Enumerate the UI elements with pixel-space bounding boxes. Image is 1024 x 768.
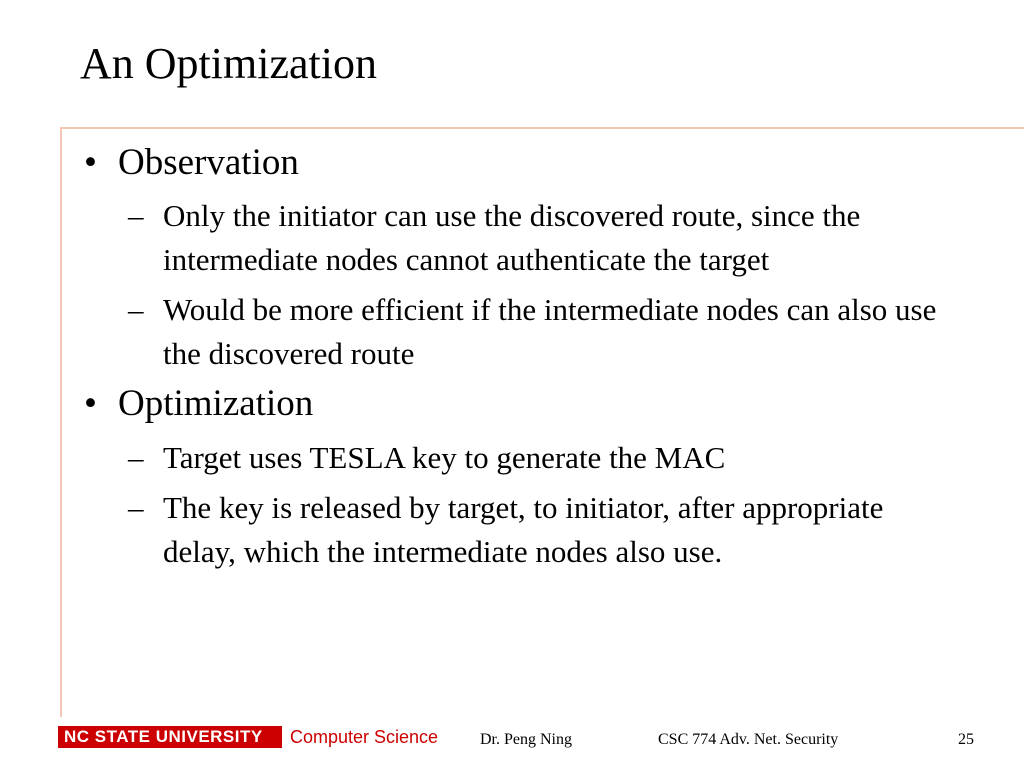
bullet-marker: •: [84, 142, 97, 183]
dash-marker: –: [128, 198, 144, 234]
sub-item-text: Target uses TESLA key to generate the MAC: [163, 439, 726, 475]
page-number: 25: [958, 731, 974, 748]
university-logo: NC STATE UNIVERSITY: [58, 726, 282, 748]
bullet-item: [84, 382, 984, 426]
slide-title: An Optimization: [80, 39, 377, 88]
sub-item-text: The key is released by target, to initiator, after appropriate delay, which the intermediate nodes also use.: [163, 489, 884, 569]
bullet-text: Observation: [118, 142, 299, 183]
content-left-border-line: [60, 127, 62, 717]
course-name: CSC 774 Adv. Net. Security: [658, 731, 839, 748]
sub-item-text: Would be more efficient if the intermediate nodes can also use the discovered route: [163, 292, 937, 372]
sub-item: [128, 486, 984, 574]
slide-footer: [0, 722, 1024, 756]
bullet-group-optimization: [84, 382, 984, 573]
dash-marker: –: [128, 292, 144, 328]
sub-item: [128, 436, 984, 480]
slide-body: [84, 141, 984, 580]
department-name: Computer Science: [290, 727, 439, 747]
dash-marker: –: [128, 439, 144, 475]
bullet-item: [84, 141, 984, 185]
sub-list: [84, 194, 984, 376]
presenter-name: Dr. Peng Ning: [480, 731, 572, 748]
sub-item: [128, 288, 984, 376]
bullet-group-observation: [84, 141, 984, 376]
sub-item-text: Only the initiator can use the discovered route, since the intermediate nodes cannot authenticate the target: [163, 198, 861, 278]
sub-item: [128, 194, 984, 282]
sub-list: [84, 436, 984, 574]
title-divider-line: [60, 127, 1024, 129]
dash-marker: –: [128, 489, 144, 525]
bullet-marker: •: [84, 383, 97, 425]
bullet-text: Optimization: [118, 383, 314, 425]
